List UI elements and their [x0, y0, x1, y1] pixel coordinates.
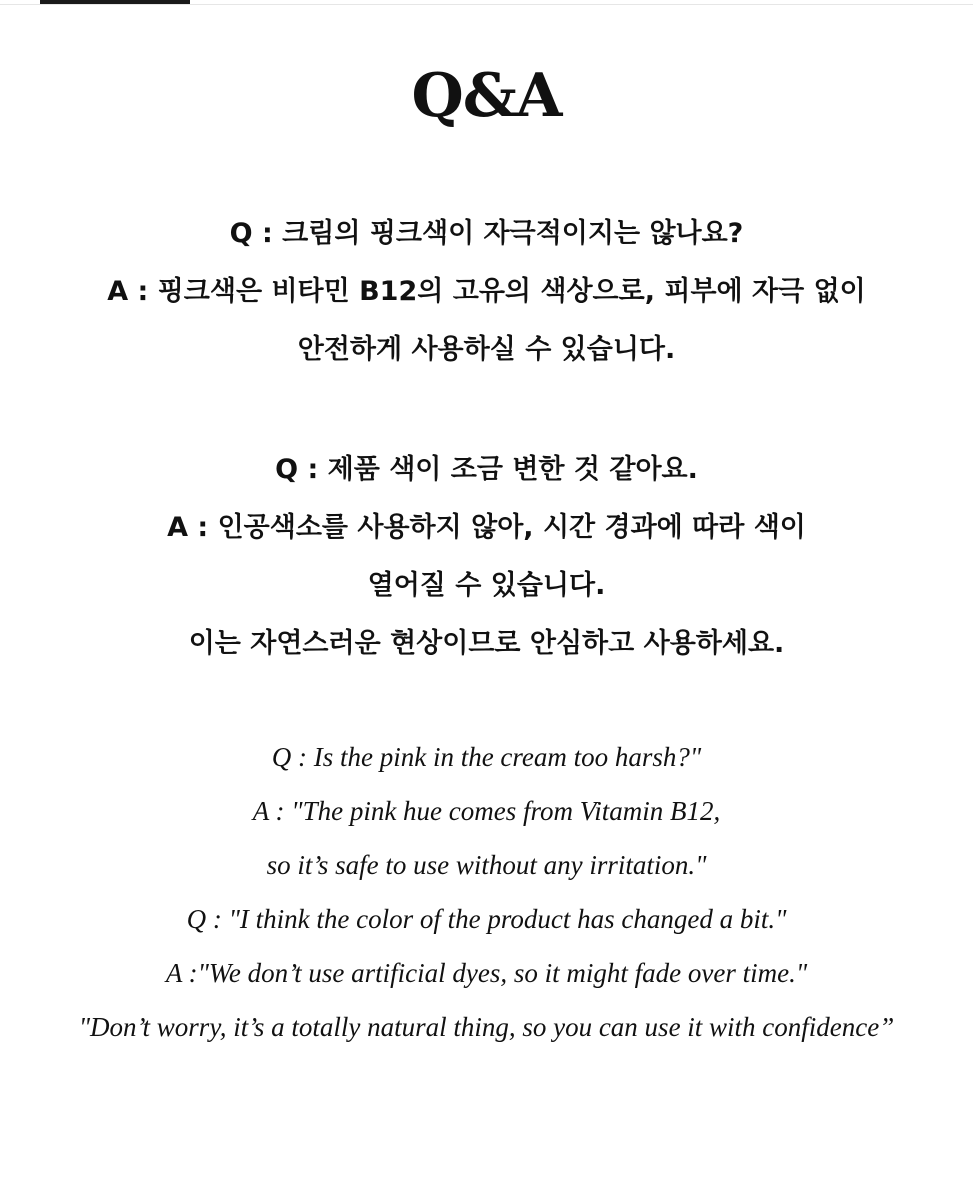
korean-answer-2-line-2: 열어질 수 있습니다.: [367, 570, 606, 601]
english-answer-2-line-2: "Don’t worry, it’s a totally natural thing, so you can use it with confidence”: [78, 1012, 895, 1042]
english-question-2: Q : "I think the color of the product has changed a bit.": [186, 904, 787, 934]
korean-answer-1-line-1: A : 핑크색은 비타민 B12의 고유의 색상으로, 피부에 자극 없이: [107, 276, 866, 307]
korean-question-2: Q : 제품 색이 조금 변한 것 같아요.: [275, 454, 698, 485]
korean-question-1: Q : 크림의 핑크색이 자극적이지는 않나요?: [229, 218, 744, 249]
korean-answer-1-line-2: 안전하게 사용하실 수 있습니다.: [297, 334, 676, 365]
korean-qa-item-2: [0, 441, 973, 673]
korean-answer-2-line-3: 이는 자연스러운 현상이므로 안심하고 사용하세요.: [188, 628, 785, 659]
english-qa: [0, 730, 973, 1054]
english-question-1: Q : Is the pink in the cream too harsh?": [271, 742, 702, 772]
korean-answer-2-line-1: A : 인공색소를 사용하지 않아, 시간 경과에 따라 색이: [167, 512, 806, 543]
top-divider: [0, 4, 973, 5]
english-answer-1-line-2: so it’s safe to use without any irritation.": [266, 850, 707, 880]
english-answer-2-line-1: A :"We don’t use artificial dyes, so it might fade over time.": [165, 958, 808, 988]
english-answer-1-line-1: A : "The pink hue comes from Vitamin B12,: [252, 796, 721, 826]
korean-qa-item-1: [0, 205, 973, 379]
page-title: Q&A: [411, 61, 562, 131]
